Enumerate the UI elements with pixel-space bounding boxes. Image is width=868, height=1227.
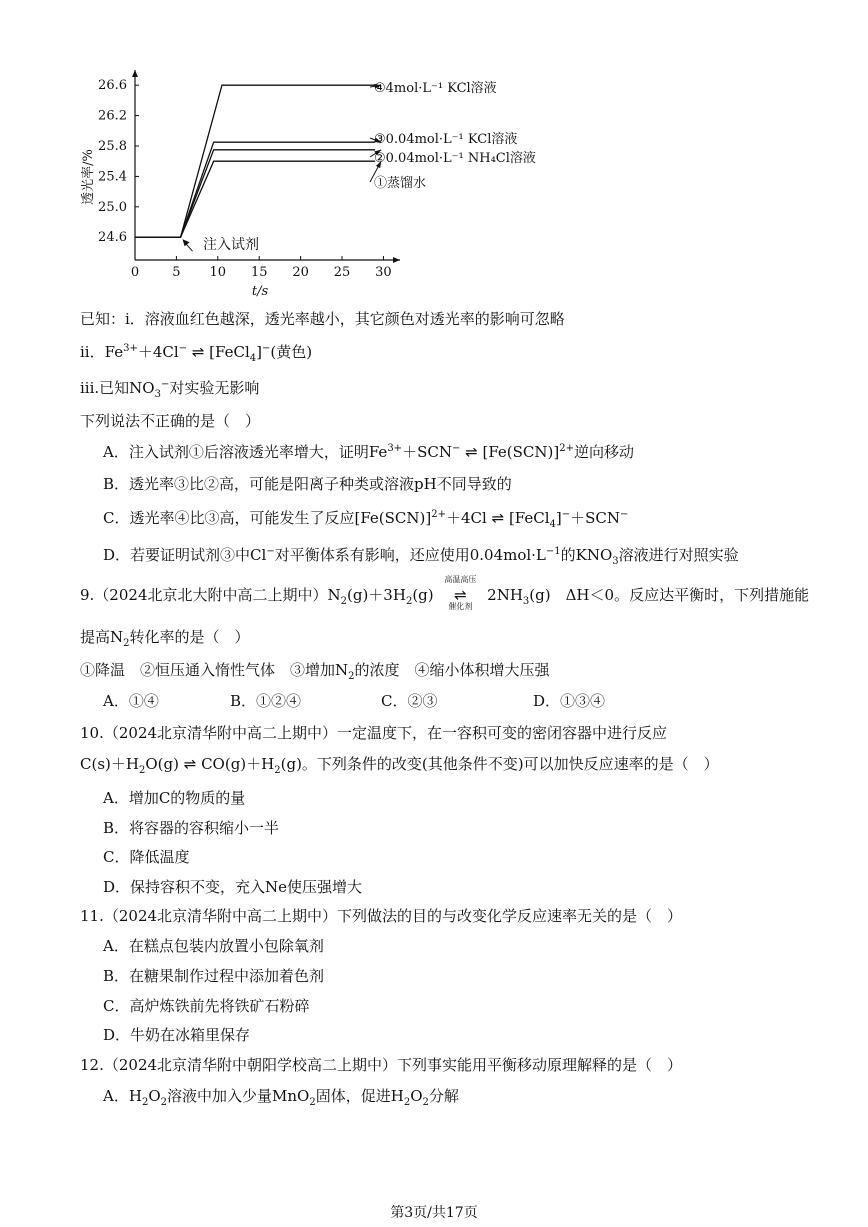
q8-stem: 下列说法不正确的是（ ） (80, 412, 261, 430)
q8-option-c: C．透光率④比③高，可能发生了反应$[Fe(SCN)]^{2+}+4Cl$ ⇌ [FeCl$_4$]−＋SCN− (103, 509, 629, 530)
q8-option-b: B．透光率③比②高，可能是阳离子种类或溶液pH不同导致的 (103, 475, 512, 493)
y-tick-label: 25.0 (98, 199, 127, 215)
q8-option-d: D．若要证明试剂③中Cl−对平衡体系有影响，还应使用$0.04mol\cdot L^{-1}$的$KNO_3$溶液进行对照实验 (103, 546, 739, 567)
q10-reaction: $C(s)+H_2O(g)$ ⇌ $CO(g)+H_2(g)$。下列条件的改变(其他条件不变)可以加快反应速率的是（ ） (80, 755, 719, 776)
q12-stem: 12.（2024北京清华附中朝阳学校高二上期中）下列事实能用平衡移动原理解释的是（ ） (80, 1056, 683, 1074)
page-footer: 第3页/共17页 (390, 1205, 478, 1221)
series-line-3 (135, 150, 375, 237)
legend-1: ①蒸馏水 (374, 176, 427, 191)
chart-axes (132, 70, 400, 263)
legend-3: ③0.04mol·L⁻¹ KCl溶液 (374, 132, 518, 147)
x-tick-label: 10 (209, 265, 227, 280)
y-tick-label: 25.8 (98, 139, 127, 154)
q11-option-a: A．在糕点包装内放置小包除氧剂 (103, 937, 324, 955)
q11-option-d: D．牛奶在冰箱里保存 (103, 1026, 251, 1044)
known-ii: ii．$Fe^{3+}+4Cl^-$ ⇌ [FeCl$_4$]−(黄色) (80, 343, 313, 364)
transmittance-chart (70, 65, 550, 300)
q9-measures: ①降温 ②恒压通入惰性气体 ③增加$N_2$的浓度 ④缩小体积增大压强 (80, 661, 550, 682)
legend-2: ②0.04mol·L⁻¹ NH₄Cl溶液 (374, 151, 536, 166)
y-tick-label: 26.2 (98, 108, 127, 124)
q9-stem: 9.（2024北京北大附中高二上期中）$N_2(g)+3H_2(g)$ 高温高压 ⇌ 催化剂 $2NH_3(g)$ ΔH＜0。反应达平衡时，下列措施能 (80, 575, 810, 611)
x-tick-label: 5 (172, 265, 181, 280)
x-axis-label: t/s (251, 284, 269, 299)
injection-pointer-head (183, 239, 190, 246)
x-tick-label: 25 (333, 265, 351, 280)
q10-option-c: C．降低温度 (103, 848, 190, 866)
y-tick-label: 26.6 (98, 78, 127, 94)
q9-option-a: A．①④ (103, 692, 159, 710)
series-line-4 (135, 161, 375, 237)
y-tick-label: 25.4 (98, 169, 127, 185)
chart-series (135, 85, 375, 237)
q12-option-a: A．$H_2O_2$溶液中加入少量MnO$_2$固体，促进$H_2O_2$分解 (103, 1087, 459, 1108)
chart-labels (183, 84, 382, 251)
y-axis-arrow (132, 70, 138, 77)
known-i: 已知：i．溶液血红色越深，透光率越小，其它颜色对透光率的影响可忽略 (80, 310, 565, 328)
q9-stem-line2: 提高$N_2$转化率的是（ ） (80, 628, 250, 649)
q9-option-c: C．②③ (381, 692, 438, 710)
series-line-2 (135, 142, 375, 237)
q10-option-a: A．增加C的物质的量 (103, 789, 246, 807)
q10-stem: 10.（2024北京清华附中高二上期中）一定温度下，在一容积可变的密闭容器中进行反应 (80, 724, 668, 742)
legend-4: ④4mol·L⁻¹ KCl溶液 (374, 81, 497, 96)
injection-annotation: 注入试剂 (203, 237, 259, 253)
x-tick-label: 20 (292, 265, 309, 280)
q10-option-d: D．保持容积不变，充入Ne使压强增大 (103, 878, 363, 896)
q11-stem: 11.（2024北京清华附中高二上期中）下列做法的目的与改变化学反应速率无关的是（ ） (80, 907, 683, 925)
known-iii: iii.已知$NO_3^-$对实验无影响 (80, 379, 260, 400)
q9-option-d: D．①③④ (533, 692, 606, 710)
x-tick-label: 15 (250, 265, 268, 280)
x-axis-arrow (393, 257, 400, 263)
y-axis-label: 透光率/% (81, 149, 96, 205)
q11-option-b: B．在糖果制作过程中添加着色剂 (103, 967, 325, 985)
q8-option-a: A．注入试剂①后溶液透光率增大，证明$Fe^{3+}+SCN^-$ ⇌ $[Fe(SCN)]^{2+}$逆向移动 (103, 443, 634, 461)
q10-option-b: B．将容器的容积缩小一半 (103, 819, 280, 837)
x-tick-label: 30 (375, 265, 392, 280)
x-tick-label: 0 (130, 265, 140, 280)
q11-option-c: C．高炉炼铁前先将铁矿石粉碎 (103, 997, 310, 1015)
q9-option-b: B．①②④ (230, 692, 302, 710)
y-tick-label: 24.6 (98, 230, 127, 246)
